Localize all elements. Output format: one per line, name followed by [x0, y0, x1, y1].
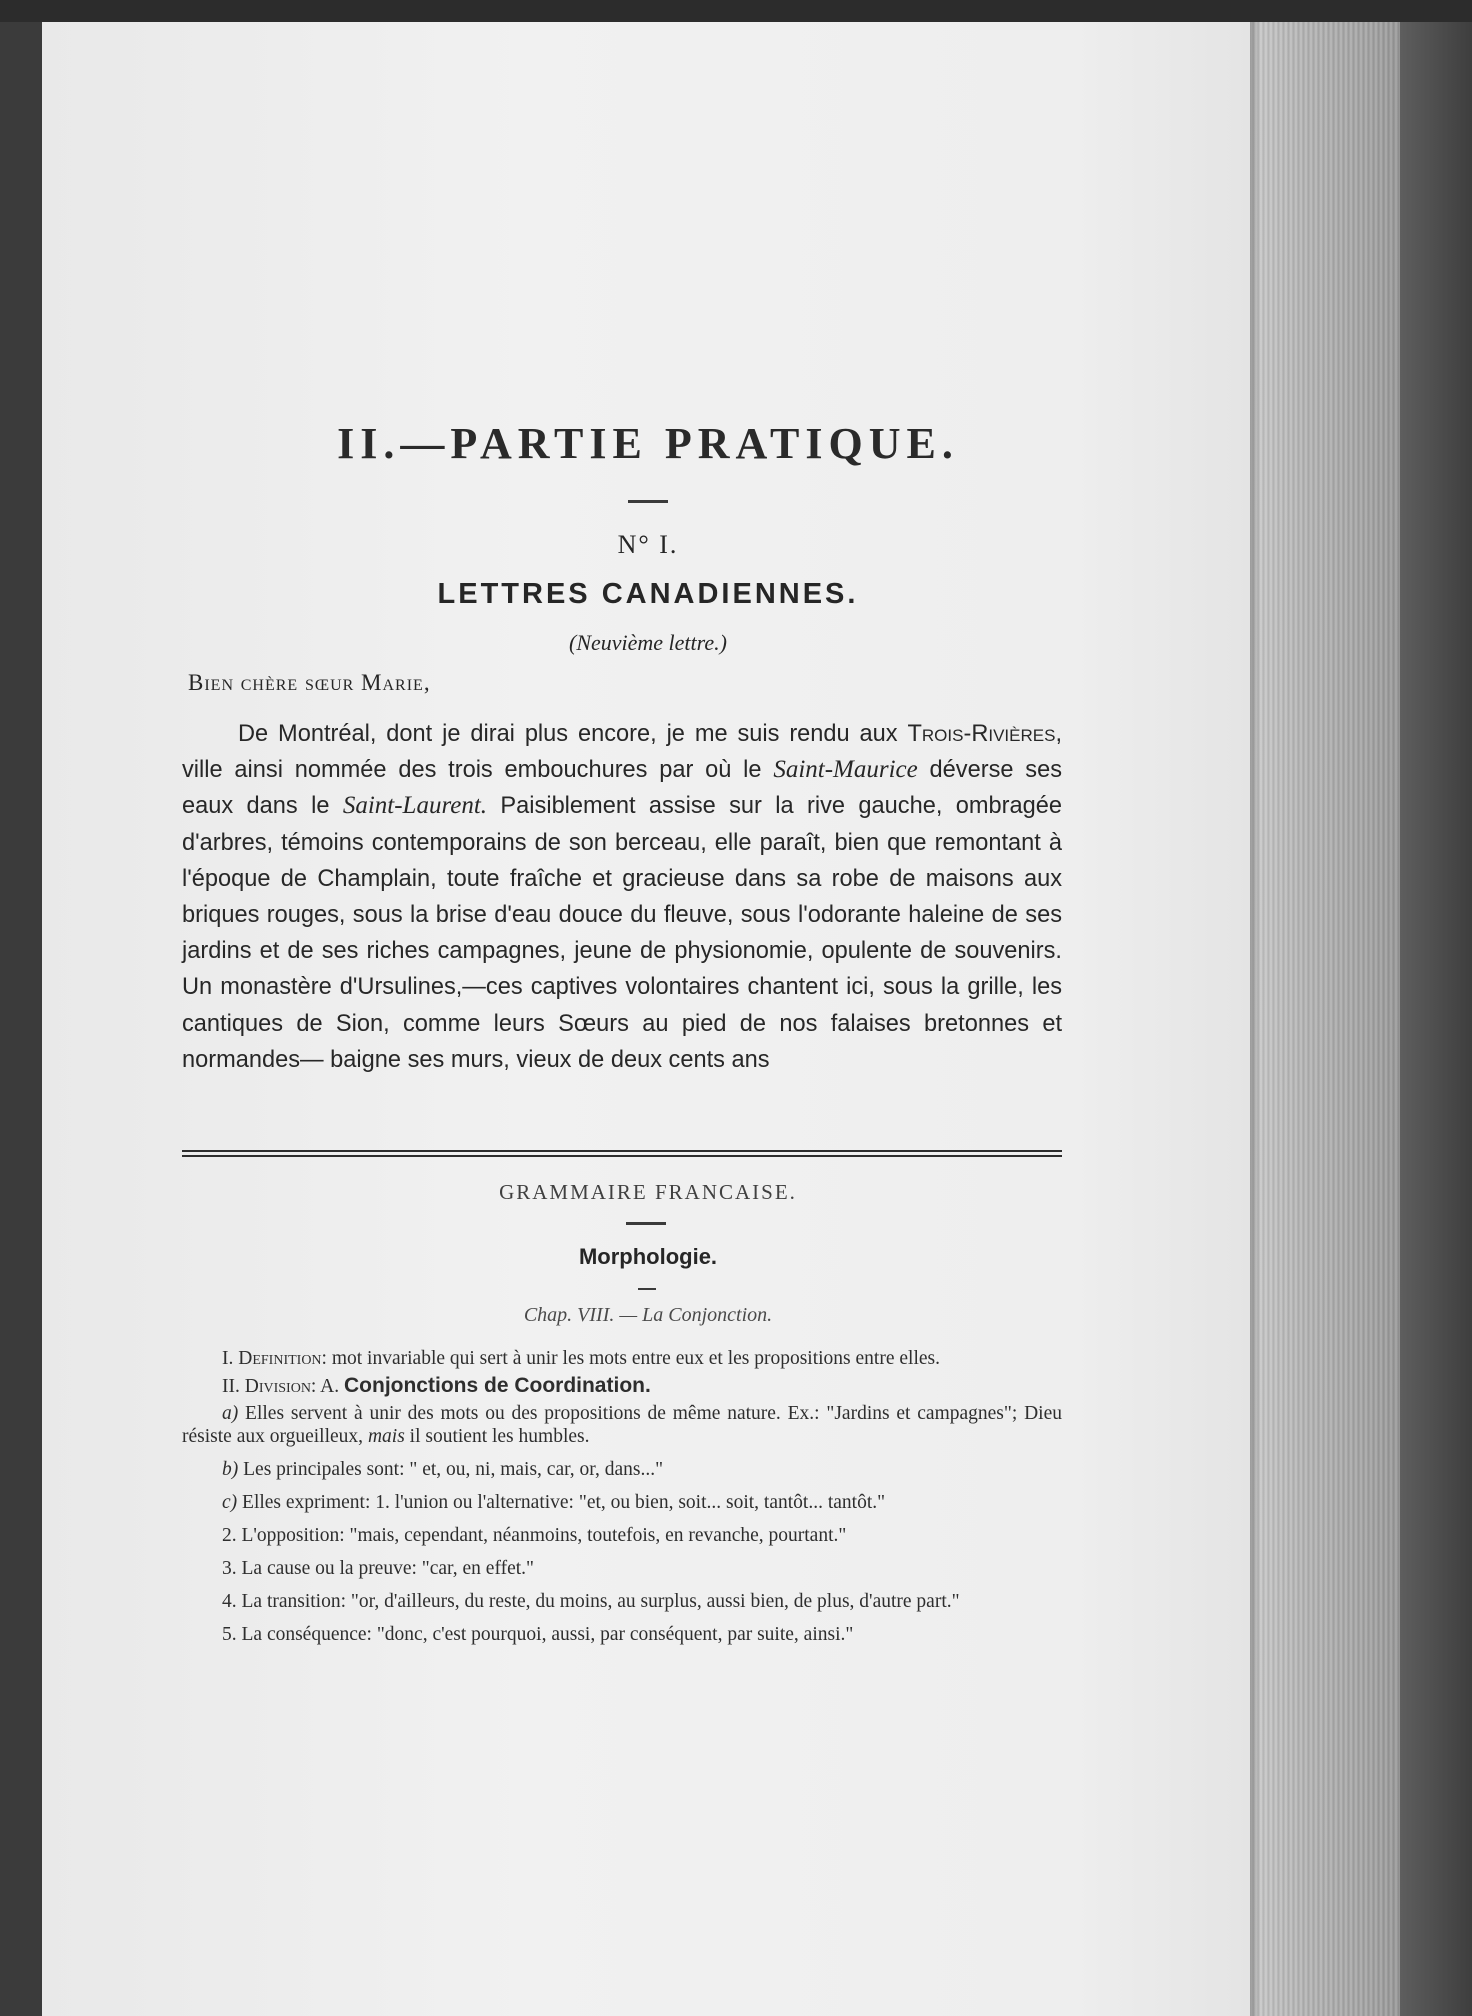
- item-2: 2. L'opposition: "mais, cependant, néanmoins, toutefois, en revanche, pourtant.": [222, 1525, 847, 1546]
- book-page-edges: [1250, 22, 1472, 2016]
- letter-text: Paisiblement assise sur la rive gauche, ombragée d'arbres, témoins contemporains de son berceau, elle paraît, bien que remontant à l'époque de Champlain, toute fraîche et gracieuse dans sa robe de maisons aux briques rouges, sous la brise d'eau douce du fleuve, sous l'odorante haleine de ses jardins et de ses riches campagnes, jeune de physionomie, opulente de souvenirs. Un monastère d'Ursulines,—ces captives volontaires chantent ici, sous la grille, les cantiques de Sion, comme leurs Sœurs au pied de nos falaises bretonnes et normandes— baigne ses murs, vieux de deux cents ans: [182, 793, 1062, 1073]
- item-b: [182, 1458, 1062, 1481]
- division-paragraph: [182, 1374, 1062, 1398]
- river-name: Saint-Maurice: [773, 756, 918, 784]
- place-name: Trois-Rivières: [907, 721, 1056, 747]
- section-divider: [182, 1150, 1062, 1157]
- item-c: [182, 1491, 1062, 1514]
- letter-number: N° I.: [617, 530, 679, 559]
- letter-text: , ville ainsi nommée des trois embouchures par où le: [182, 721, 1062, 784]
- grammar-rule: [626, 1222, 666, 1225]
- item-label: a): [222, 1403, 239, 1424]
- letter-paragraph: [182, 716, 1062, 1078]
- item-label: c): [222, 1492, 238, 1513]
- item-text: Elles expriment: 1. l'union ou l'alternative: "et, ou bien, soit... soit, tantôt... tantôt.": [237, 1492, 886, 1513]
- item-letter: A.: [316, 1376, 344, 1397]
- item-number: II.: [222, 1376, 245, 1397]
- book-page: [42, 22, 1254, 2016]
- letter-subtitle: (Neuvième lettre.): [569, 630, 727, 655]
- item-label: Division:: [244, 1376, 317, 1397]
- item-number: I.: [222, 1348, 239, 1369]
- item-3: 3. La cause ou la preuve: "car, en effet.": [222, 1558, 534, 1579]
- gutter-shadow: [1250, 22, 1260, 2016]
- part-title: II.—PARTIE PRATIQUE.: [337, 419, 959, 468]
- river-name: Saint-Laurent.: [342, 792, 488, 820]
- item-text: il soutient les humbles.: [404, 1426, 590, 1447]
- section-rule: [638, 1288, 656, 1290]
- grammar-heading: GRAMMAIRE FRANCAISE.: [499, 1180, 797, 1204]
- letter-salutation: Bien chère sœur Marie,: [188, 670, 431, 695]
- page-content: [42, 22, 1254, 2016]
- item-5: 5. La conséquence: "donc, c'est pourquoi, aussi, par conséquent, par suite, ainsi.": [222, 1624, 854, 1645]
- item-label: Definition:: [238, 1348, 327, 1369]
- division-title: Conjonctions de Coordination.: [344, 1374, 651, 1397]
- chapter-title: Chap. VIII. — La Conjonction.: [523, 1304, 773, 1326]
- item-label: b): [222, 1459, 239, 1480]
- letter-text: De Montréal, dont je dirai plus encore, je me suis rendu aux: [238, 721, 908, 747]
- item-a: [182, 1402, 1062, 1448]
- item-text: Les principales sont: " et, ou, ni, mais, car, or, dans...": [238, 1459, 664, 1480]
- definition-paragraph: [182, 1347, 1062, 1370]
- grammar-body: [182, 1347, 1062, 1656]
- letter-body: [182, 716, 1062, 1078]
- section-title: Morphologie.: [578, 1244, 718, 1269]
- item-text: mot invariable qui sert à unir les mots entre eux et les propositions entre elles.: [326, 1348, 940, 1369]
- item-emphasis: mais: [367, 1426, 405, 1447]
- book-cover-edge: [1400, 22, 1472, 2016]
- letter-series-title: LETTRES CANADIENNES.: [437, 578, 859, 610]
- item-text: Elles servent à unir des mots ou des propositions de même nature. Ex.: "Jardins et campagnes"; Dieu résiste aux orgueilleux,: [182, 1403, 1062, 1447]
- letter-text: déverse ses eaux dans le: [182, 757, 1062, 820]
- scan-frame-top: [0, 0, 1472, 22]
- item-4: 4. La transition: "or, d'ailleurs, du reste, du moins, au surplus, aussi bien, de plus, d'autre part.": [222, 1591, 960, 1612]
- title-rule: [628, 500, 668, 503]
